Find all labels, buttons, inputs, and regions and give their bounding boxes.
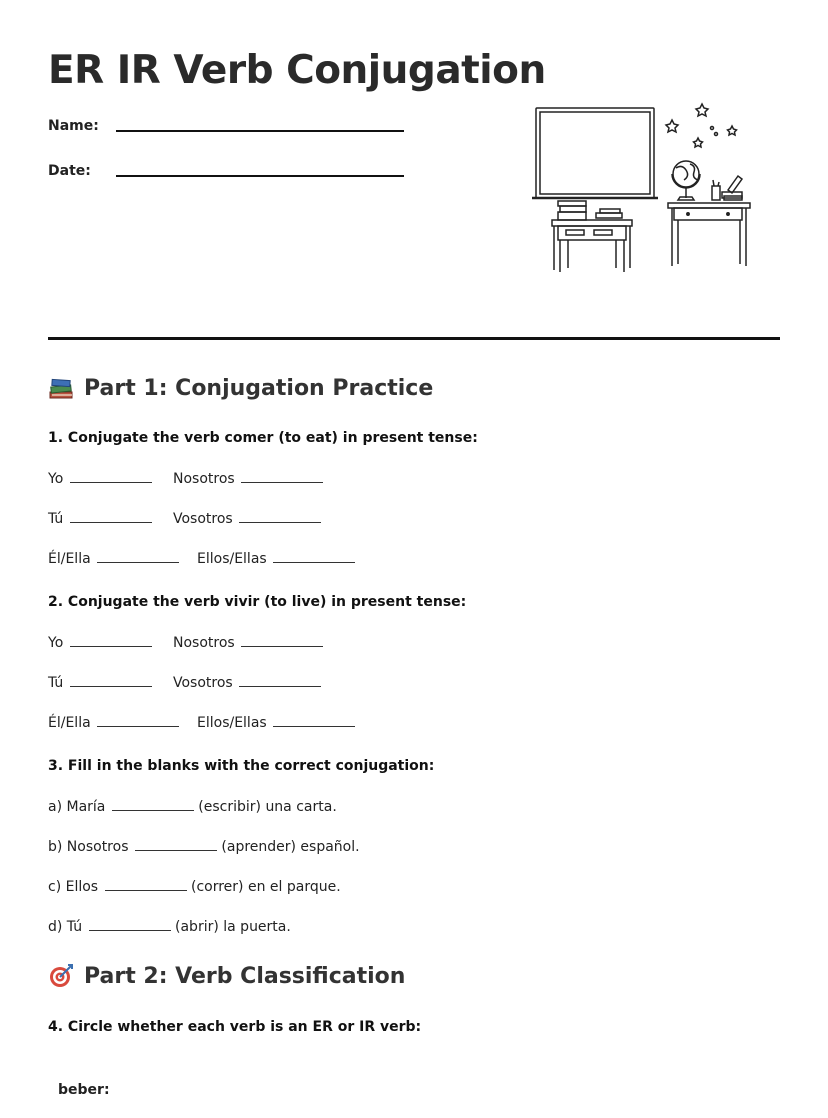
name-line[interactable]	[116, 130, 404, 132]
answer-blank[interactable]	[135, 838, 217, 851]
answer-blank[interactable]	[97, 550, 179, 563]
q1-row-3	[48, 550, 267, 567]
date-field	[48, 163, 91, 179]
answer-blank[interactable]	[112, 798, 194, 811]
q3-item-a	[48, 798, 337, 815]
date-line[interactable]	[116, 175, 404, 177]
date-label: Date:	[48, 163, 91, 179]
pronoun-label: Vosotros	[173, 675, 233, 691]
q3-item-d	[48, 918, 291, 935]
pronoun-label: Él/Ella	[48, 551, 91, 567]
q2-row-1	[48, 634, 235, 651]
answer-blank[interactable]	[241, 470, 323, 483]
sentence-start: b) Nosotros	[48, 839, 129, 855]
q3-item-b	[48, 838, 360, 855]
globe-icon	[672, 161, 700, 200]
part2-heading-text: Part 2: Verb Classification	[84, 963, 406, 989]
sentence-end: (abrir) la puerta.	[175, 919, 291, 935]
sentence-start: d) Tú	[48, 919, 83, 935]
desk-icon	[552, 220, 632, 272]
name-field	[48, 118, 99, 134]
question-2-prompt: 2. Conjugate the verb vivir (to live) in present tense:	[48, 594, 467, 610]
answer-blank[interactable]	[273, 714, 355, 727]
target-icon	[48, 963, 74, 989]
answer-blank[interactable]	[105, 878, 187, 891]
pronoun-label: Nosotros	[173, 635, 235, 651]
q3-item-c	[48, 878, 341, 895]
answer-blank[interactable]	[239, 674, 321, 687]
pronoun-label: Vosotros	[173, 511, 233, 527]
pronoun-label: Ellos/Ellas	[197, 551, 267, 567]
section-divider	[48, 337, 780, 340]
pronoun-label: Ellos/Ellas	[197, 715, 267, 731]
answer-blank[interactable]	[239, 510, 321, 523]
answer-blank[interactable]	[241, 634, 323, 647]
question-3-prompt: 3. Fill in the blanks with the correct conjugation:	[48, 758, 435, 774]
sentence-end: (correr) en el parque.	[191, 879, 341, 895]
answer-blank[interactable]	[70, 510, 152, 523]
q2-row-2	[48, 674, 233, 691]
question-4-prompt: 4. Circle whether each verb is an ER or IR verb:	[48, 1019, 422, 1035]
supplies-icon	[712, 176, 742, 200]
answer-blank[interactable]	[89, 918, 171, 931]
part1-heading	[48, 375, 433, 401]
question-1-prompt: 1. Conjugate the verb comer (to eat) in present tense:	[48, 430, 478, 446]
pronoun-label: Yo	[48, 471, 64, 487]
name-label: Name:	[48, 118, 99, 134]
classroom-illustration	[530, 100, 760, 280]
answer-blank[interactable]	[273, 550, 355, 563]
part1-heading-text: Part 1: Conjugation Practice	[84, 375, 434, 401]
chalkboard-icon	[536, 108, 654, 198]
q1-row-2	[48, 510, 233, 527]
pronoun-label: Nosotros	[173, 471, 235, 487]
q2-row-3	[48, 714, 267, 731]
books-icon	[48, 375, 74, 401]
page-title: ER IR Verb Conjugation	[48, 48, 546, 93]
answer-blank[interactable]	[70, 470, 152, 483]
answer-blank[interactable]	[70, 634, 152, 647]
q1-row-1	[48, 470, 235, 487]
sentence-end: (aprender) español.	[221, 839, 360, 855]
side-table-icon	[668, 203, 750, 266]
sentence-start: c) Ellos	[48, 879, 99, 895]
answer-blank[interactable]	[70, 674, 152, 687]
books-stack-icon	[558, 201, 622, 220]
sentence-start: a) María	[48, 799, 106, 815]
sparkle-stars-icon	[666, 104, 737, 147]
pronoun-label: Yo	[48, 635, 64, 651]
sentence-end: (escribir) una carta.	[198, 799, 337, 815]
verb-item-beber: beber:	[58, 1082, 110, 1098]
pronoun-label: Tú	[48, 675, 64, 691]
pronoun-label: Tú	[48, 511, 64, 527]
answer-blank[interactable]	[97, 714, 179, 727]
pronoun-label: Él/Ella	[48, 715, 91, 731]
part2-heading	[48, 963, 405, 989]
